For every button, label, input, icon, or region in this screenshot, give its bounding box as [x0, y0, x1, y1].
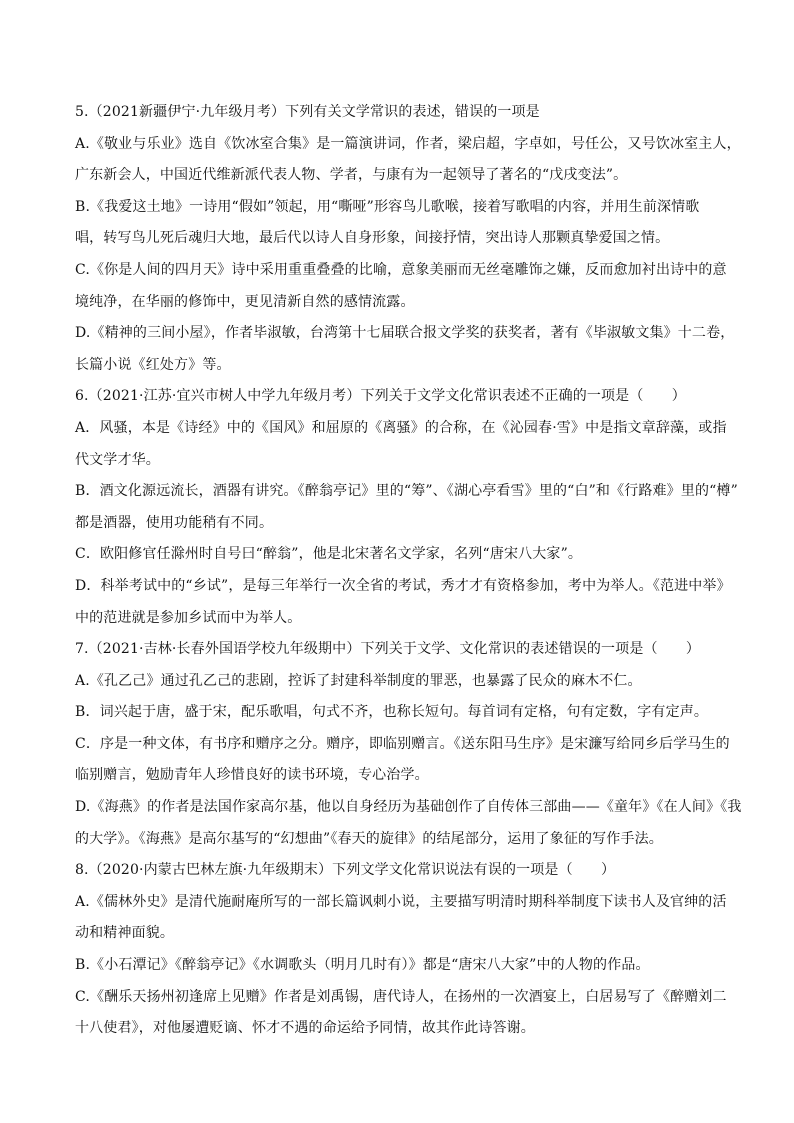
option-b-line-2: 唱，转写鸟儿死后魂归大地，最后代以诗人自身形象，间接抒情，突出诗人那颗真挚爱国之情。 [75, 230, 670, 247]
option-d-line-1: D.《精神的三间小屋》，作者毕淑敏，台湾第十七届联合报文学奖的获奖者，著有《毕淑敏文集》十二卷， [75, 325, 735, 342]
option-a-line-2: 动和精神面貌。 [75, 925, 175, 942]
option-a-line-1: A.《敬业与乐业》选自《饮冰室合集》是一篇演讲词，作者，梁启超，字卓如，号任公，又号饮冰室主人， [75, 135, 741, 152]
option-a-line-1: A．风骚，本是《诗经》中的《国风》和屈原的《离骚》的合称，在《沁园春·雪》中是指文章辞藻，或指 [75, 419, 727, 436]
option-b-line-1: B．酒文化源远流长，酒器有讲究。《醉翁亭记》里的“筹”、《湖心亭看雪》里的“白”和《行路难》里的“樽” [75, 483, 738, 500]
option-c-line-2: 临别赠言，勉励青年人珍惜良好的读书环境，专心治学。 [75, 767, 429, 784]
option-c-line-1: C.《你是人间的四月天》诗中采用重重叠叠的比喻，意象美丽而无丝毫雕饰之嫌，反而愈加衬出诗中的意 [75, 261, 727, 278]
option-b-line-1: B.《我爱这土地》一诗用“假如”领起，用“嘶哑”形容鸟儿歌喉，接着写歌唱的内容，并用生前深情歌 [75, 198, 700, 215]
option-c-line-2: 境纯净，在华丽的修饰中，更见清新自然的感情流露。 [75, 293, 415, 310]
option-d-line-2: 长篇小说《红处方》等。 [75, 356, 231, 373]
question-stem: 5.（2021新疆伊宁·九年级月考）下列有关文学常识的表述，错误的一项是 [75, 104, 540, 120]
question-stem: 7.（2021·吉林·长春外国语学校九年级期中）下列关于文学、文化常识的表述错误的一项是（ ） [75, 641, 701, 658]
option-d-line-1: D．科举考试中的“乡试”，是每三年举行一次全省的考试，秀才才有资格参加，考中为举人。《范进中举》 [75, 577, 731, 594]
option-b-line-2: 都是酒器，使用功能稍有不同。 [75, 514, 274, 531]
option-b-line-1: B.《小石潭记》《醉翁亭记》《水调歌头（明月几时有）》都是“唐宋八大家”中的人物的作品。 [75, 957, 650, 974]
option-c-line-2: 十八使君》，对他屡遭贬谪、怀才不遇的命运给予同情，故其作此诗答谢。 [75, 1020, 535, 1037]
option-a-line-1: A.《儒林外史》是清代施耐庵所写的一部长篇讽刺小说，主要描写明清时期科举制度下读书人及官绅的活 [75, 893, 727, 910]
option-b-line-1: B．词兴起于唐，盛于宋，配乐歌唱，句式不齐，也称长短句。每首词有定格，句有定数，字有定声。 [75, 704, 709, 721]
option-c-line-1: C.《酬乐天扬州初逢席上见赠》作者是刘禹锡，唐代诗人，在扬州的一次酒宴上，白居易写了《醉赠刘二 [75, 988, 727, 1005]
question-stem: 8.（2020·内蒙古巴林左旗·九年级期末）下列文学文化常识说法有误的一项是（ ） [75, 862, 616, 879]
question-7 [75, 634, 742, 855]
option-a-line-2: 代文学才华。 [75, 451, 160, 468]
question-5 [75, 97, 741, 381]
question-8 [75, 855, 730, 1045]
option-d-line-2: 中的范进就是参加乡试而中为举人。 [75, 609, 302, 626]
option-a-line-2: 广东新会人，中国近代维新派代表人物、学者，与康有为一起领导了著名的“戊戌变法”。 [75, 167, 628, 184]
option-a-line-1: A.《孔乙己》通过孔乙己的悲剧，控诉了封建科举制度的罪恶，也暴露了民众的麻木不仁。 [75, 672, 642, 689]
option-c-line-1: C．欧阳修官任滁州时自号曰“醉翁”，他是北宋著名文学家，名列“唐宋八大家”。 [75, 546, 583, 563]
document-page [75, 97, 742, 1045]
option-d-line-2: 的大学》。《海燕》是高尔基写的“幻想曲”《春天的旋律》的结尾部分，运用了象征的写作手法。 [75, 830, 663, 847]
question-6 [75, 381, 738, 634]
question-stem: 6.（2021·江苏·宜兴市树人中学九年级月考）下列关于文学文化常识表述不正确的一项是（ ） [75, 388, 686, 405]
option-c-line-1: C．序是一种文体，有书序和赠序之分。赠序，即临别赠言。《送东阳马生序》是宋濂写给同乡后学马生的 [75, 735, 730, 752]
option-d-line-1: D.《海燕》的作者是法国作家高尔基，他以自身经历为基础创作了自传体三部曲——《童年》《在人间》《我 [75, 799, 742, 816]
